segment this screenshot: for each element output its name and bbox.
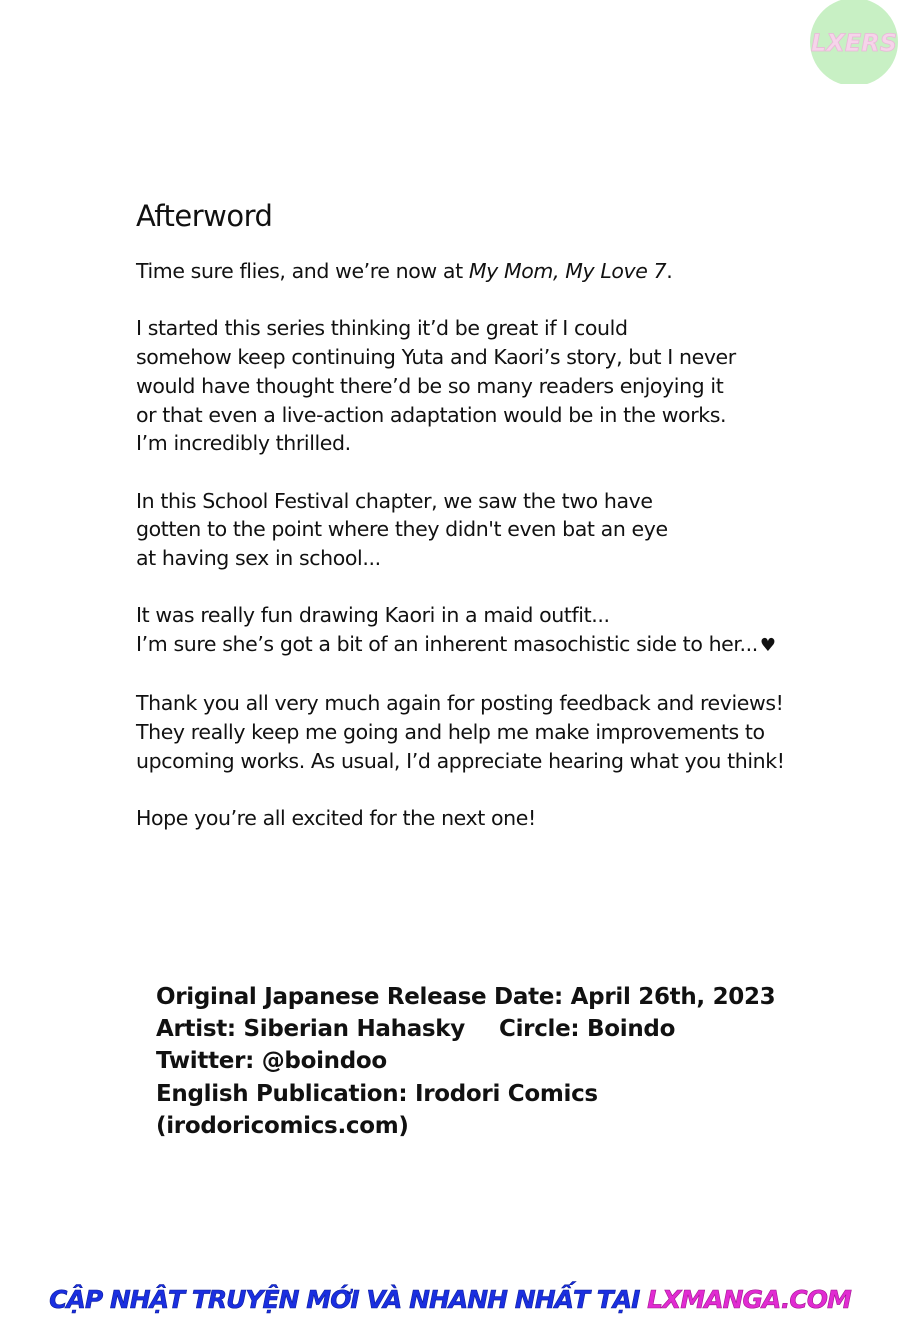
artist-circle-line (156, 1013, 796, 1045)
paragraph-2 (136, 314, 796, 458)
circle-credit: Circle: Boindo (499, 1016, 676, 1043)
p2-line: I started this series thinking it’d be great if I could (136, 316, 628, 341)
p5-line: They really keep me going and help me make improvements to (136, 720, 765, 745)
p3-line: gotten to the point where they didn't even bat an eye (136, 517, 668, 542)
paragraph-6: Hope you’re all excited for the next one! (136, 806, 536, 831)
artist-credit: Artist: Siberian Hahasky (156, 1016, 465, 1043)
publisher-website: (irodoricomics.com) (156, 1112, 409, 1139)
p4-line: I’m sure she’s got a bit of an inherent masochistic side to her... (136, 632, 758, 657)
p2-line: or that even a live-action adaptation would be in the works. (136, 402, 727, 427)
paragraph-1 (136, 257, 796, 286)
p3-line: at having sex in school... (136, 546, 381, 570)
lxers-logo (808, 0, 900, 84)
p2-line: would have thought there’d be so many readers enjoying it (136, 373, 724, 398)
banner-text: CẬP NHẬT TRUYỆN MỚI VÀ NHANH NHẤT TẠI (49, 1285, 648, 1314)
lxers-logo-text: LXERS (811, 29, 897, 57)
afterword-title: Afterword (136, 199, 273, 233)
site-banner (0, 1280, 900, 1320)
english-publication: English Publication: Irodori Comics (156, 1080, 598, 1107)
p3-line: In this School Festival chapter, we saw the two have (136, 488, 653, 513)
twitter-handle: Twitter: @boindoo (156, 1048, 387, 1075)
p1-text-pre: Time sure flies, and we’re now at (136, 259, 469, 283)
heart-icon: ♥ (759, 635, 776, 657)
p1-series-title: My Mom, My Love 7 (468, 259, 667, 283)
p5-line: Thank you all very much again for posting feedback and reviews! (136, 691, 784, 716)
publication-credits (156, 981, 796, 1142)
banner-site-link[interactable]: LXMANGA.COM (647, 1285, 851, 1314)
paragraph-4 (136, 601, 796, 660)
p4-line: It was really fun drawing Kaori in a maid outfit... (136, 603, 610, 628)
p5-line: upcoming works. As usual, I’d appreciate hearing what you think! (136, 748, 785, 773)
p2-line: I’m incredibly thrilled. (136, 431, 351, 456)
paragraph-5 (136, 689, 796, 775)
afterword-article (136, 196, 796, 862)
p1-text-post: . (666, 259, 673, 283)
p2-line: somehow keep continuing Yuta and Kaori’s story, but I never (136, 345, 736, 370)
paragraph-3 (136, 487, 796, 573)
lxers-logo-graphic (808, 0, 900, 84)
release-date: Original Japanese Release Date: April 26th, 2023 (156, 984, 776, 1010)
